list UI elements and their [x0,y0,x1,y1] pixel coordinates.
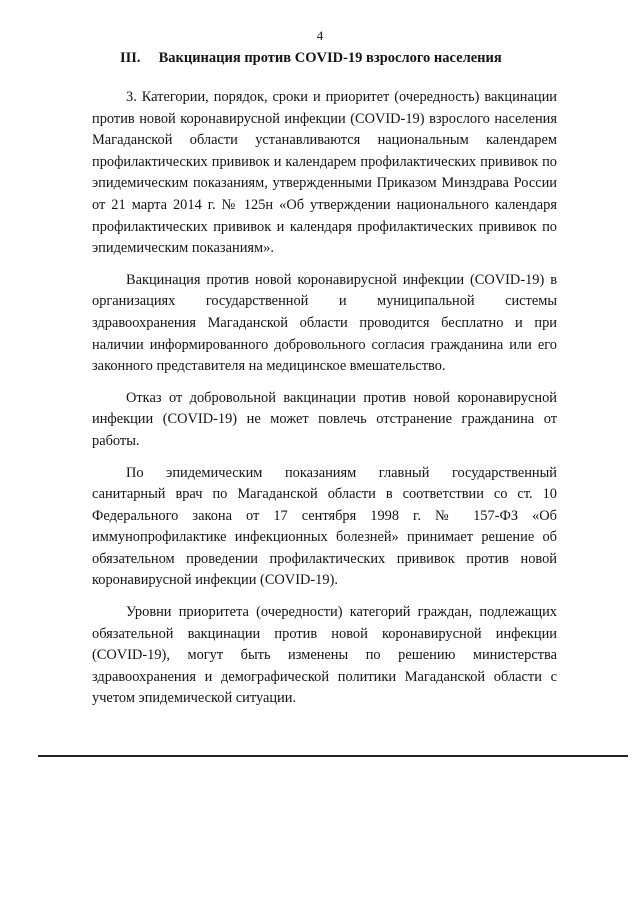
paragraph-priority-levels: Уровни приоритета (очередности) категорий граждан, подлежащих обязательной вакцинации против новой коронавирусной инфекции (COVID-19), могут быть изменены по решению министерства здравоохранения и демографической политики Магаданской области с учетом эпидемической ситуации. [92,604,557,707]
paragraph-free-vaccination: Вакцинация против новой коронавирусной инфекции (COVID-19) в организациях государственной и муниципальной системы здравоохранения Магаданской области проводится бесплатно и при наличии информированного добровольного согласия гражданина или его законного представителя на медицинское вмешательство. [92,271,557,375]
section-title: Вакцинация против COVID-19 взрослого населения [158,50,502,66]
section-numeral: III. [120,50,141,66]
footer-divider [38,755,628,757]
section-heading [120,50,580,67]
paragraph-refusal: Отказ от добровольной вакцинации против новой коронавирусной инфекции (COVID-19) не может повлечь отстранение гражданина от работы. [92,389,557,449]
paragraph-vaccination-categories: 3. Категории, порядок, сроки и приоритет (очередность) вакцинации против новой коронавирусной инфекции (COVID-19) взрослого населения Магаданской области устанавливаются национальным календарем профилактических прививок и календарем профилактических прививок по эпидемическим показаниям, утвержденными Приказом Минздрава России от 21 марта 2014 г. № 125н «Об утверждении национального календаря профилактических прививок и календаря профилактических прививок по эпидемическим показаниям». [92,89,557,257]
page-number: 4 [316,28,324,43]
document-body [92,87,557,710]
paragraph-epidemic-indications: По эпидемическим показаниям главный государственный санитарный врач по Магаданской области в соответствии со ст. 10 Федерального закона от 17 сентября 1998 г. № 157-ФЗ «Об иммунопрофилактике инфекционных болезней» принимает решение об обязательном проведении профилактических прививок против новой коронавирусной инфекции (COVID-19). [92,464,557,589]
